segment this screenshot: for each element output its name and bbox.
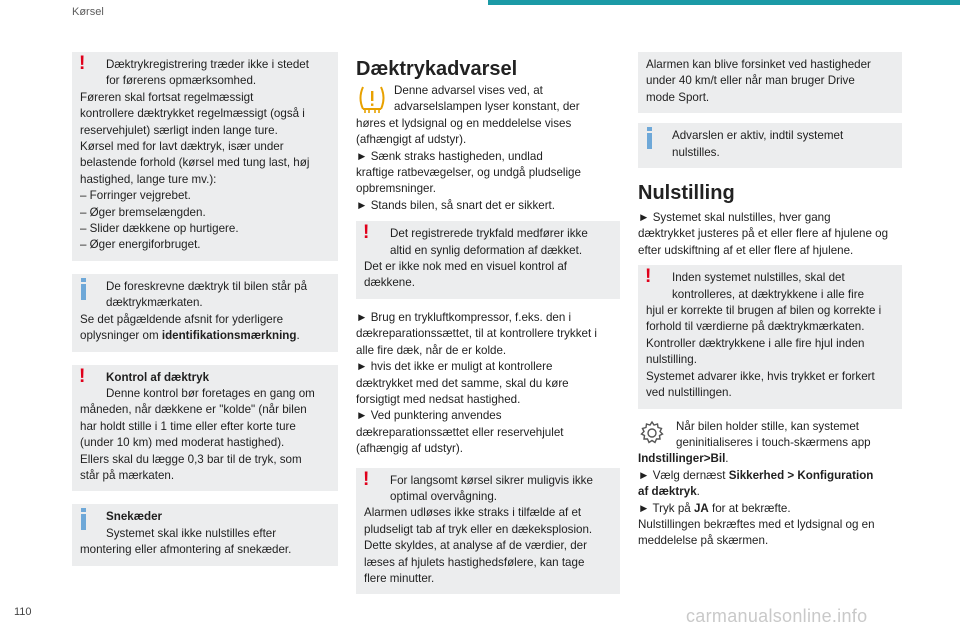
body-line: dæktrykket med det samme, skal du køre [356, 376, 569, 390]
warning-box-pressure-check [72, 365, 338, 492]
box-line: Dette skyldes, at analyse af de værdier, der [364, 539, 587, 553]
warning-text: For langsomt kørsel sikrer muligvis ikke [390, 473, 593, 487]
box-line: kontrollere dæktrykket regelmæssigt (også i [80, 107, 305, 121]
box-line: Kørsel med for lavt dæktryk, især under [80, 140, 284, 154]
body-line: høres et lydsignal og en meddelelse vises [356, 116, 572, 130]
tyre-warning-intro [356, 83, 620, 116]
body-line: ► Ved punktering anvendes [356, 409, 502, 423]
warning-box-slow-driving [356, 468, 620, 595]
page-number: 110 [14, 606, 32, 618]
body-line: meddelelse på skærmen. [638, 534, 769, 548]
body-line: (afhængig af udstyr). [356, 442, 463, 456]
box-line: Se det pågældende afsnit for yderligere [80, 312, 284, 326]
box-line: har holdt stille i 1 time eller efter korte ture [80, 419, 296, 433]
header-accent-bar [488, 0, 960, 5]
body-line: af dæktryk. [638, 485, 700, 499]
tyre-pressure-warning-icon [356, 83, 388, 113]
box-line: Kontroller dæktrykkene i alle fire hjul inden [646, 336, 865, 350]
box-line: ved nulstillingen. [646, 386, 732, 400]
box-line: måneden, når dækkene er "kolde" (når bilen [80, 403, 307, 417]
warning-box-tyre-monitoring [72, 52, 338, 261]
column-right [638, 52, 902, 550]
body-line: kraftige ratbevægelser, og undgå pludselige [356, 166, 581, 180]
body-line: ► Systemet skal nulstilles, hver gang [638, 211, 831, 225]
box-line: montering eller afmontering af snekæder. [80, 543, 292, 557]
body-line: dækreparationssættet eller reservehjulet [356, 425, 564, 439]
warning-exclamation-icon: ! [363, 468, 370, 490]
box-line: – Forringer vejgrebet. [80, 189, 191, 203]
body-line: opbremsninger. [356, 182, 436, 196]
box-line: nulstilling. [646, 353, 697, 367]
watermark: carmanualsonline.info [686, 606, 868, 626]
box-line: belastende forhold (kørsel med tung last, høj [80, 156, 310, 170]
box-line: under 40 km/t eller når man bruger Drive [646, 74, 855, 88]
warning-text: Dæktrykregistrering træder ikke i stedet [106, 58, 309, 71]
body-line: (afhængigt af udstyr). [356, 133, 467, 147]
box-line: mode Sport. [646, 90, 710, 104]
box-title: Snekæder [106, 510, 163, 524]
note-box-alarm-delay [638, 52, 902, 113]
box-line: Systemet advarer ikke, hvis trykket er forkert [646, 369, 875, 383]
box-line: hastighed, lange ture mv.): [80, 172, 217, 186]
box-line: – Øger bremselængden. [80, 205, 206, 219]
body-line: Indstillinger>Bil. [638, 452, 729, 466]
box-line: Alarmen udløses ikke straks i tilfælde af et [364, 506, 582, 520]
intro-text: advarselslampen lyser konstant, der [394, 100, 580, 114]
menu-path-text: af dæktryk [638, 485, 697, 499]
box-line: Føreren skal fortsat regelmæssigt [80, 90, 254, 104]
warning-box-reset-check [638, 265, 902, 408]
warning-text: optimal overvågning. [390, 489, 497, 503]
warning-box-pressure-drop [356, 221, 620, 299]
info-text: dæktrykmærkaten. [106, 296, 203, 310]
box-line: Ellers skal du lægge 0,3 bar til de tryk, som [80, 452, 302, 466]
warning-exclamation-icon: ! [363, 222, 370, 244]
box-line: – Slider dækkene op hurtigere. [80, 222, 239, 236]
column-middle [356, 58, 620, 607]
box-line: – Øger energiforbruget. [80, 238, 201, 252]
menu-path-text: Indstillinger>Bil [638, 452, 726, 466]
info-text: Systemet skal ikke nulstilles efter [106, 526, 277, 540]
settings-text: Når bilen holder stille, kan systemet [676, 419, 860, 433]
box-line: Alarmen kan blive forsinket ved hastigheder [646, 58, 871, 71]
warning-text: for førerens opmærksomhed. [106, 74, 257, 88]
body-line: efter udskiftning af et eller flere af hjulene. [638, 243, 854, 257]
warning-text: altid en synlig deformation af dækket. [390, 243, 583, 257]
warning-exclamation-icon: ! [645, 266, 652, 288]
warning-exclamation-icon: ! [79, 53, 86, 74]
column-left [72, 52, 338, 579]
warning-text: Inden systemet nulstilles, skal det [672, 271, 845, 285]
running-header: Kørsel [72, 6, 104, 18]
section-heading: Nulstilling [638, 182, 735, 205]
box-line: (under 10 km) med moderat hastighed). [80, 436, 285, 450]
box-line: dækkene. [364, 276, 415, 290]
body-line: ► Sænk straks hastigheden, undlad [356, 149, 543, 163]
body-line: dæktrykket justeres på et eller flere af hjulene og [638, 227, 889, 241]
body-line: alle fire dæk, når de er kolde. [356, 343, 507, 357]
box-line: oplysninger om identifikationsmærkning. [80, 329, 300, 343]
intro-text: Denne advarsel vises ved, at [394, 84, 543, 97]
menu-path-text: Sikkerhed > Konfiguration [728, 468, 874, 482]
box-title: Kontrol af dæktryk [106, 370, 210, 384]
box-line: Det er ikke nok med en visuel kontrol af [364, 260, 567, 274]
box-line: pludseligt tab af tryk eller en dækeksplosion. [364, 522, 593, 536]
box-line: flere minutter. [364, 571, 435, 585]
info-box-snow-chains [72, 504, 338, 565]
warning-text: Denne kontrol bør foretages en gang om [106, 386, 315, 400]
body-line: dækreparationssættet, til at kontrollere trykket i [356, 327, 597, 341]
box-line: står på mærkaten. [80, 468, 175, 482]
confirm-option-text: JA [693, 501, 709, 515]
box-line: læses af hjulets hastighedsfølere, kan tage [364, 555, 585, 569]
reference-link-text: identifikationsmærkning [161, 329, 297, 343]
warning-text: Det registrerede trykfald medfører ikke [390, 227, 588, 241]
info-text: Advarslen er aktiv, indtil systemet [672, 129, 844, 143]
info-text: nulstilles. [672, 145, 720, 159]
body-line: ► hvis det ikke er muligt at kontrollere [356, 360, 553, 374]
settings-gear-icon [638, 419, 666, 447]
info-text: De foreskrevne dæktryk til bilen står på [106, 279, 308, 293]
settings-text: geninitialiseres i touch-skærmens app [676, 435, 871, 449]
box-line: reservehjulet) særligt inden lange ture. [80, 123, 278, 137]
section-heading: Dæktrykadvarsel [356, 58, 518, 80]
body-line: forsigtigt med nedsat hastighed. [356, 392, 521, 406]
body-line: ► Stands bilen, så snart det er sikkert. [356, 198, 555, 212]
body-line: ► Tryk på JA for at bekræfte. [638, 501, 791, 515]
settings-reset-instructions [638, 419, 902, 452]
body-line: ► Vælg dernæst Sikkerhed > Konfiguration [638, 468, 874, 482]
warning-text: kontrolleres, at dæktrykkene i alle fire [672, 287, 865, 301]
body-line: ► Brug en trykluftkompressor, f.eks. den i [356, 310, 572, 324]
info-box-warning-active [638, 123, 902, 168]
box-line: hjul er korrekte til brugen af bilen og korrekte i [646, 304, 882, 318]
box-line: forhold til værdierne på dæktrykmærkaten. [646, 320, 865, 334]
info-box-tyre-label [72, 274, 338, 352]
body-line: Nulstillingen bekræftes med et lydsignal og en [638, 517, 875, 531]
warning-exclamation-icon: ! [79, 365, 86, 387]
